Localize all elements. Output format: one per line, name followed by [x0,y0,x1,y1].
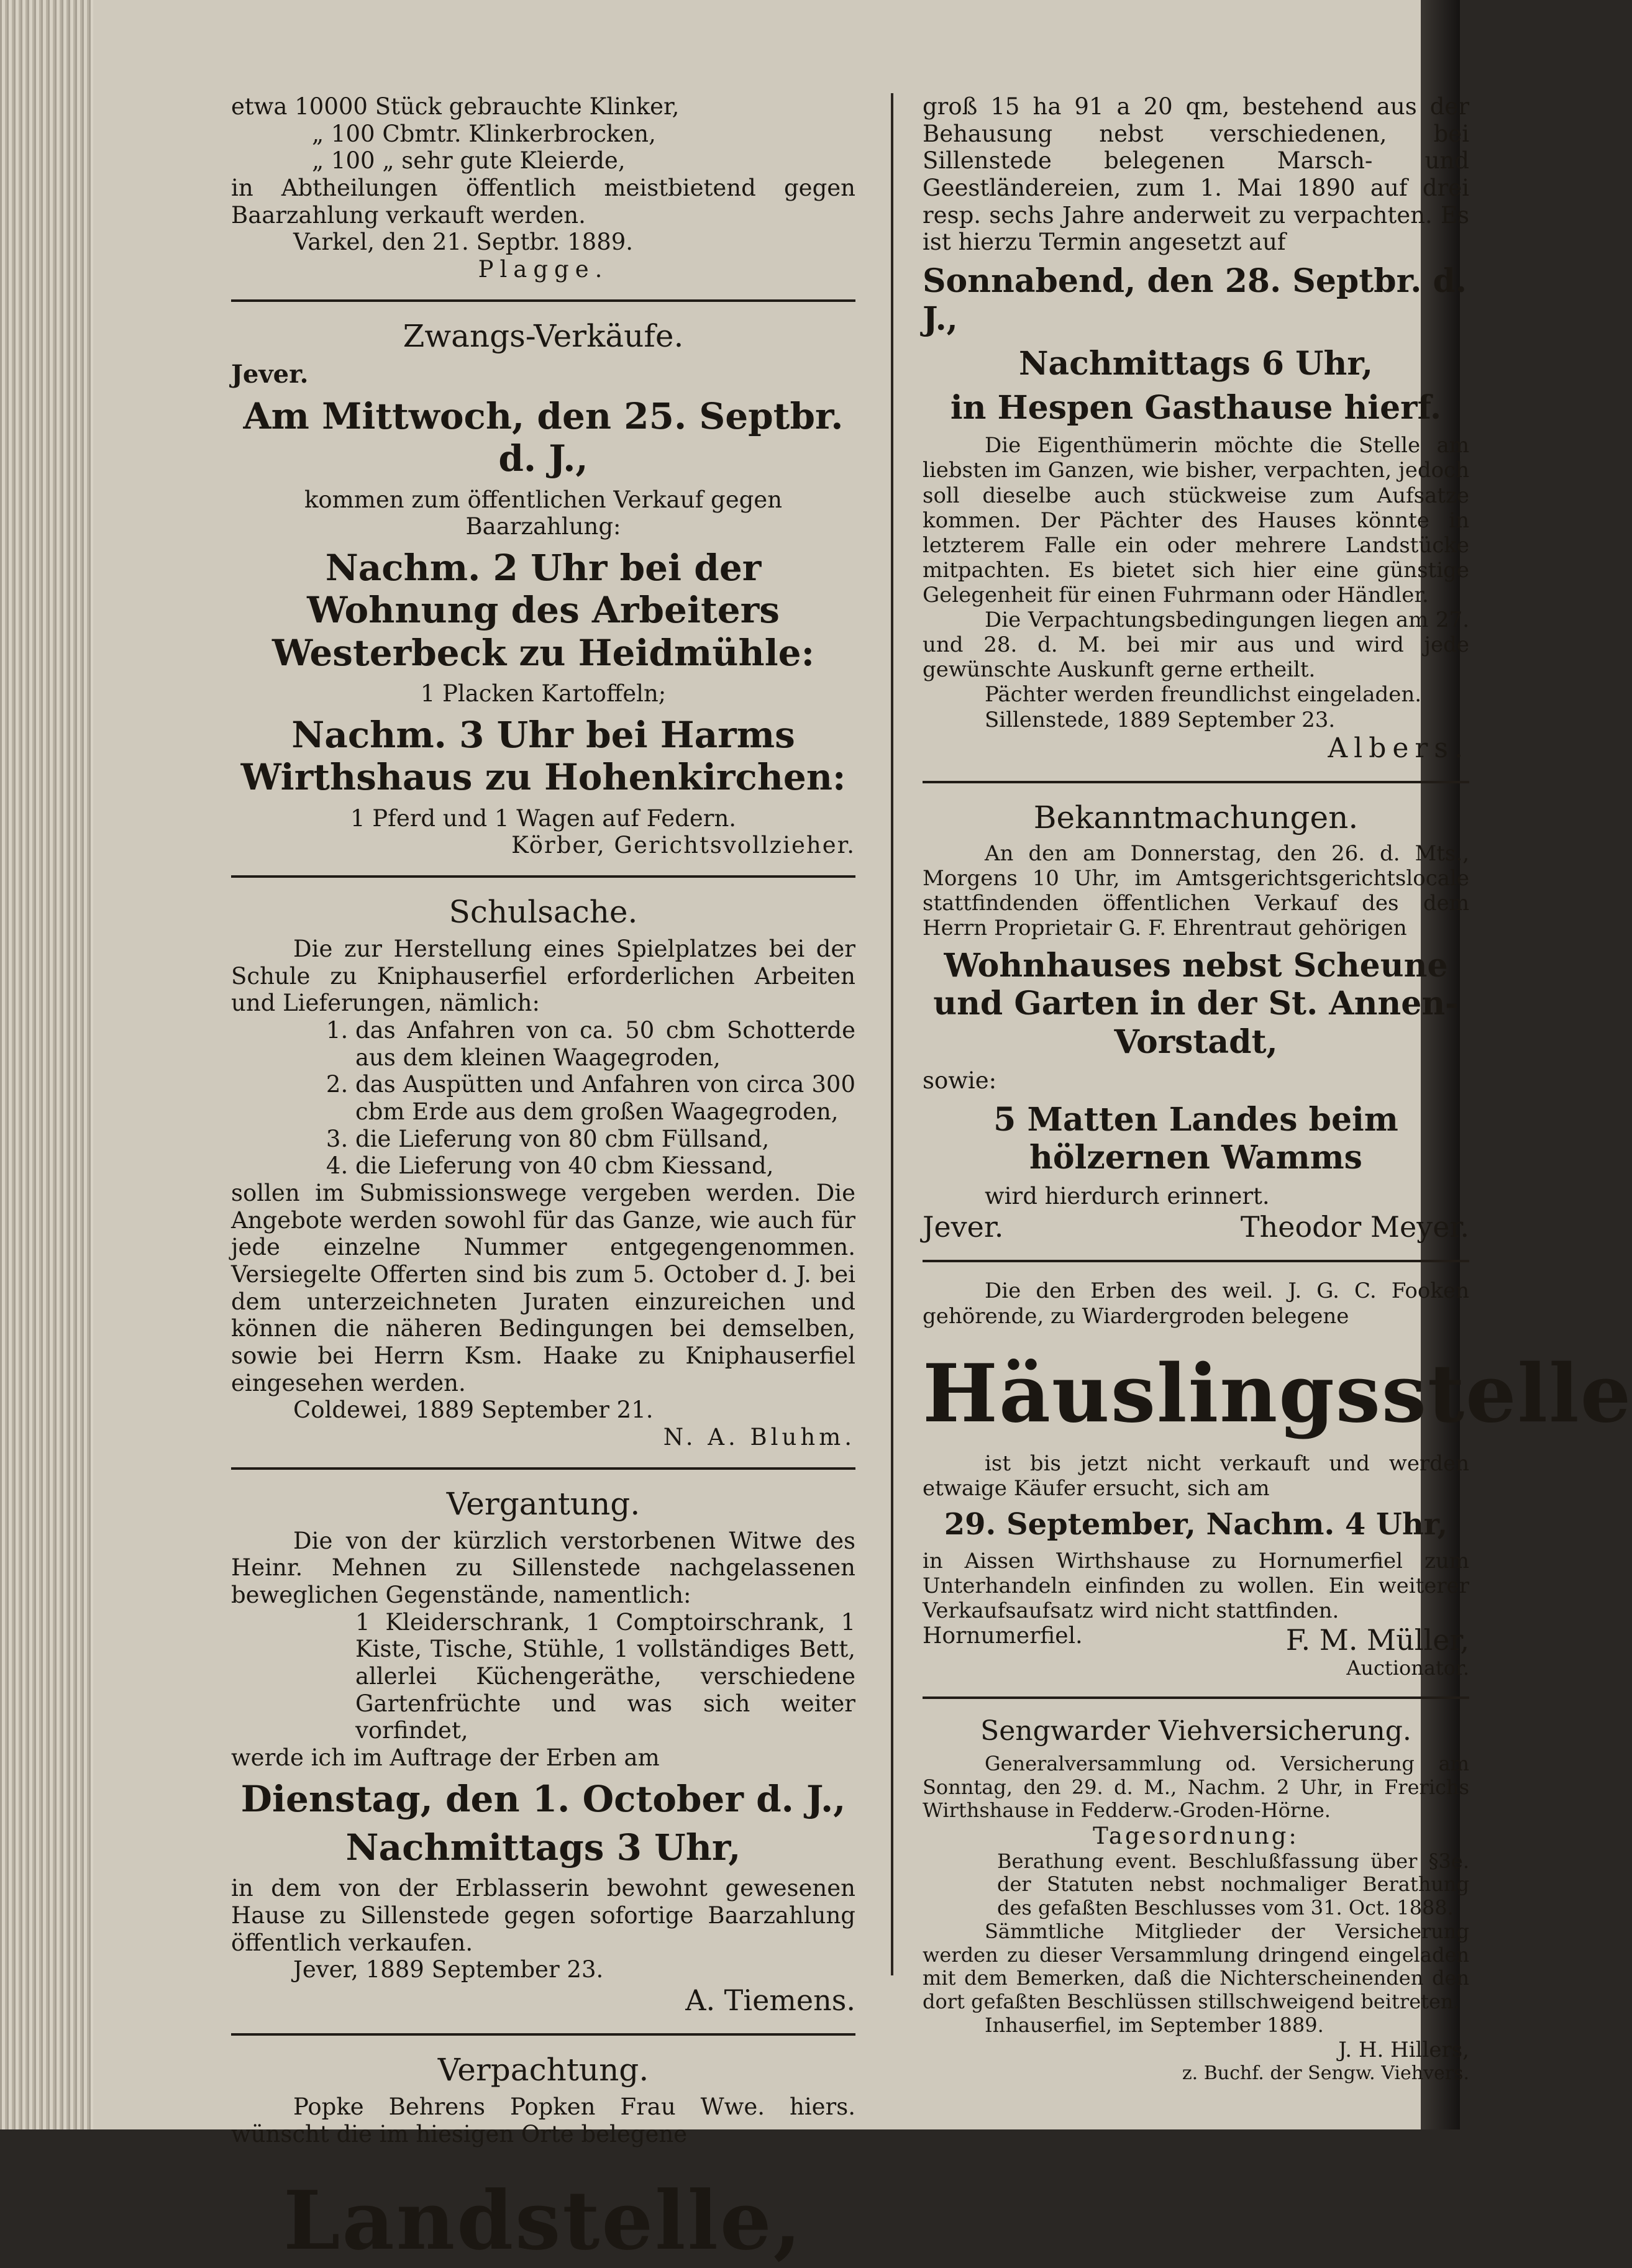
ad-text: Sämmtliche Mitglieder der Versicherung werden zu dieser Versammlung dringend eingeladen mit dem Bemerken, daß die Nichterscheinenden den dort gefaßten Beschlüssen stillschweigend beitreten. [923,1919,1469,2014]
ad-time: Nachmittags 6 Uhr, [1018,344,1374,383]
ad-item: 1 Pferd und 1 Wagen auf Federn. [350,804,737,832]
ad-text: sollen im Submissionswege vergeben werden. Die Angebote werden sowohl für das Ganze, wie auch für jede einzelne Nummer entgegengenommen. Versiegelte Offerten sind bis zum 5. October d. J. bei dem unterzeichneten Juraten einzureichen und können die näheren Bedingungen bei demselben, sowie bei Herrn Ksm. Haake zu Kniphauserfiel eingesehen werden. [231,1180,855,1396]
ad-time: Nachmittags 3 Uhr, [345,1826,741,1869]
ad-date: Dienstag, den 1. October d. J., [240,1777,846,1820]
vergantung-ad [231,1486,855,2018]
ad-line: „ 100 Cbmtr. Klinkerbrocken, [312,120,656,147]
ad-line: „ 100 „ sehr gute Kleierde, [312,147,626,175]
ad-text: Popke Behrens Popken Frau Wwe. hiers. wünscht die im hiesigen Orte belegene [231,2093,855,2147]
klinker-ad [231,93,855,283]
ad-text: sowie: [923,1067,997,1095]
section-rule [923,1696,1469,1699]
ad-heading: Wohnhauses nebst Scheune und Garten in der St. Annen-Vorstadt, [933,947,1459,1061]
section-rule [231,2033,855,2036]
list-item: 2. das Auspütten und Anfahren von circa 300 cbm Erde aus dem großen Waagegroden, [355,1071,855,1125]
section-rule [923,1260,1469,1262]
section-rule [231,299,855,302]
list-item: 1. das Anfahren von ca. 50 cbm Schotterde aus dem kleinen Waagegroden, [355,1017,855,1071]
ad-text: groß 15 ha 91 a 20 qm, bestehend aus der Behausung nebst verschiedenen, bei Sillenstede belegenen Marsch- und Geestländereien, zum 1. Mai 1890 auf drei resp. sechs Jahre anderweit zu verpachten. Es ist hierzu Termin angesetzt auf [923,93,1469,256]
zwangs-ad [231,318,855,860]
section-rule [923,781,1469,783]
ad-place-date: Jever, 1889 September 23. [293,1956,604,1983]
ad-title: Zwangs-Verkäufe. [403,317,684,354]
bekanntmachungen-ad [923,799,1469,1244]
ad-text: in Aissen Wirthshause zu Hornumerfiel zum Unterhandeln einfinden zu wollen. Ein weiterer Verkaufsaufsatz wird nicht stattfinden. [923,1548,1469,1623]
ad-signature: N. A. Bluhm. [663,1423,855,1451]
section-rule [231,875,855,878]
ad-heading: Nachm. 3 Uhr bei Harms Wirthshaus zu Hohenkirchen: [240,713,846,799]
ad-text: wird hierdurch erinnert. [985,1183,1270,1210]
ad-date: Am Mittwoch, den 25. Septbr. d. J., [243,394,844,480]
list-item: 4. die Lieferung von 40 cbm Kiessand, [355,1152,855,1180]
ad-text: in dem von der Erblasserin bewohnt gewesenen Hause zu Sillenstede gegen sofortige Baarzahlung öffentlich verkaufen. [231,1875,855,1956]
ad-place-signature [923,1210,1469,1244]
column-divider [891,93,893,1975]
ad-place-signature [923,1623,1469,1657]
right-column [923,93,1632,2084]
ad-text: werde ich im Auftrage der Erben am [231,1744,660,1771]
ad-list [231,1017,855,1180]
ad-big-word: Landstelle, [283,2172,803,2268]
ad-heading: Nachm. 2 Uhr bei der Wohnung des Arbeiters Westerbeck zu Heidmühle: [271,546,814,674]
ad-place-date: Coldewei, 1889 September 21. [293,1396,654,1424]
ad-title: Vergantung. [446,1485,640,1522]
ad-title: Schulsache. [449,894,638,931]
landstelle-ad-continued [923,93,1469,765]
ad-title: Bekanntmachungen. [1033,799,1359,836]
ad-signature: Körber, Gerichtsvollzieher. [511,832,855,859]
haeuslingsstelle-ad [923,1278,1632,1680]
sengwarder-ad [923,1715,1469,2084]
ad-title: Verpachtung. [437,2052,649,2088]
ad-big-word: Häuslingsstelle [923,1347,1632,1441]
ad-text: ist bis jetzt nicht verkauft und werden etwaige Käufer ersucht, sich am [923,1451,1469,1501]
ad-item: 1 Kleiderschrank, 1 Comptoirschrank, 1 Kiste, Tische, Stühle, 1 vollständiges Bett, allerlei Küchengeräthe, verschiedene Gartenfrüchte und was sich weiter vorfindet, [355,1608,855,1744]
schulsache-ad [231,894,855,1451]
ad-text: Generalversammlung od. Versicherung am Sonntag, den 29. d. M., Nachm. 2 Uhr, in Frerichs Wirthshause in Fedderw.-Groden-Hörne. [923,1751,1469,1823]
ad-heading: 5 Matten Landes beim hölzernen Wamms [993,1100,1398,1177]
ad-subtitle: Tagesordnung: [1093,1823,1299,1849]
ad-signature: Theodor Meyer. [1240,1210,1469,1244]
ad-text: Die zur Herstellung eines Spielplatzes bei der Schule zu Kniphauserfiel erforderlichen Arbeiten und Lieferungen, nämlich: [231,936,855,1017]
left-column [231,93,855,2268]
ad-signature: A. Tiemens. [685,1983,855,2017]
ad-place: Jever. [923,1210,1004,1244]
ad-place-date: Sillenstede, 1889 September 23. [985,707,1336,732]
ad-place-date: Inhauserfiel, im September 1889. [985,2013,1324,2037]
ad-text: Die den Erben des weil. J. G. C. Fooken gehörende, zu Wiardergroden belegene [923,1278,1469,1329]
ad-role: z. Buchf. der Sengw. Viehvers. [1182,2062,1469,2084]
list-item: 3. die Lieferung von 80 cbm Füllsand, [355,1126,855,1153]
ad-role: Auctionator. [1346,1656,1469,1680]
ad-text: Pächter werden freundlichst eingeladen. [985,682,1422,708]
ad-item: Berathung event. Beschlußfassung über §3e. der Statuten nebst nochmaliger Berathung des gefaßten Beschlusses vom 31. Oct. 1888. [997,1849,1469,1920]
verpachtung-ad [231,2052,855,2268]
ad-location: in Hespen Gasthause hierf. [950,389,1442,427]
ad-text: Die Verpachtungsbedingungen liegen am 27. und 28. d. M. bei mir aus und wird jede gewünschte Auskunft gerne ertheilt. [923,608,1469,683]
ad-line: etwa 10000 Stück gebrauchte Klinker, [231,93,680,120]
ad-place-date: Varkel, den 21. Septbr. 1889. [293,229,634,256]
ad-place: Hornumerfiel. [923,1623,1083,1649]
ad-text: An den am Donnerstag, den 26. d. Mts., Morgens 10 Uhr, im Amtsgerichtsgerichtslocale stattfindenden öffentlichen Verkauf des dem Herrn Proprietair G. F. Ehrentraut gehörigen [923,840,1469,940]
ad-text: Die Eigenthümerin möchte die Stelle am liebsten im Ganzen, wie bisher, verpachten, jedoch soll dieselbe auch stückweise zum Aufsatze kommen. Der Pächter des Hauses könnte in letzterem Falle ein oder mehrere Landstücke mitpachten. Es bietet sich hier eine günstige Gelegenheit für einen Fuhrmann oder Händler. [923,433,1469,608]
ad-text: in Abtheilungen öffentlich meistbietend gegen Baarzahlung verkauft werden. [231,174,855,229]
ad-signature: Albers. [1328,732,1469,764]
ad-signature: J. H. Hillers, [1338,2037,1469,2062]
ad-text: kommen zum öffentlichen Verkauf gegen Baarzahlung: [304,486,783,540]
ad-title: Sengwarder Viehversicherung. [980,1715,1411,1747]
section-rule [231,1467,855,1470]
ad-signature: F. M. Müller, [1285,1623,1469,1657]
ad-item: 1 Placken Kartoffeln; [420,680,667,708]
book-binding-edge [0,0,93,2129]
ad-date: 29. September, Nachm. 4 Uhr, [944,1506,1448,1542]
ad-text: Die von der kürzlich verstorbenen Witwe des Heinr. Mehnen zu Sillenstede nachgelassenen beweglichen Gegenstände, namentlich: [231,1527,855,1608]
ad-date: Sonnabend, den 28. Septbr. d. J., [923,262,1467,339]
ad-town: Jever. [231,359,309,389]
ad-signature: Plagge. [478,255,609,283]
